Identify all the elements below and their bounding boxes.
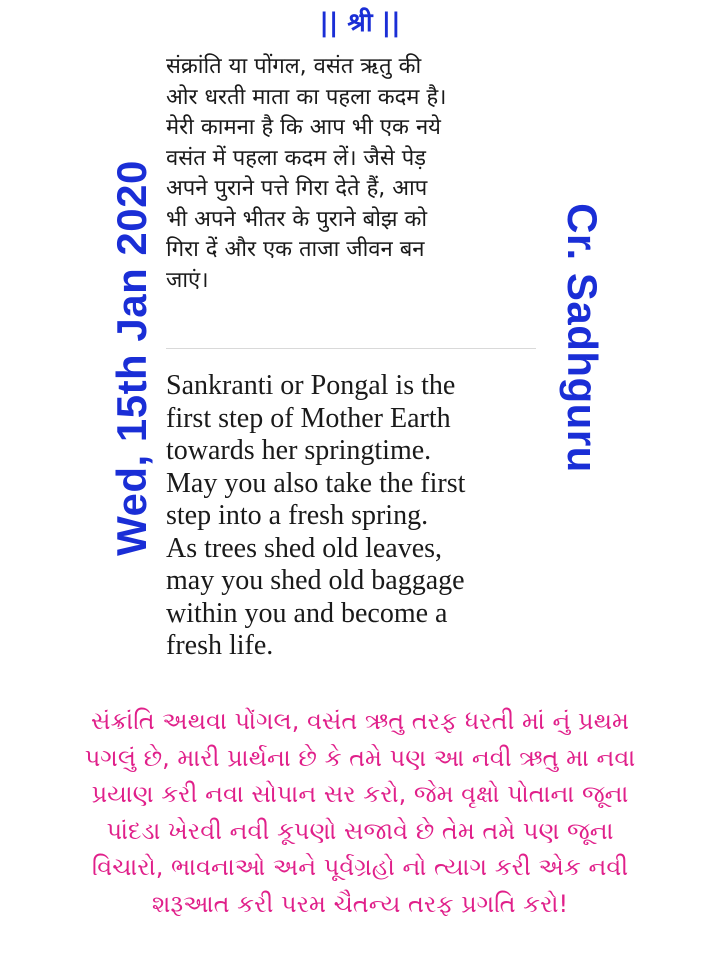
hindi-line: जाएं। — [166, 267, 209, 293]
credit-vertical-label: Cr. Sadhguru — [559, 203, 606, 473]
english-line: fresh life. — [166, 630, 274, 661]
english-line: first step of Mother Earth — [166, 402, 451, 434]
english-line: May you also take the first — [166, 467, 466, 499]
english-line: As trees shed old leaves, — [166, 532, 443, 564]
hindi-line: मेरी कामना है कि आप भी एक नये — [166, 115, 441, 140]
english-quote — [166, 370, 546, 663]
hindi-line: गिरा दें और एक ताजा जीवन बन — [166, 237, 425, 262]
hindi-line: संक्रांति या पोंगल, वसंत ऋतु की — [166, 54, 422, 79]
gujarati-line: વિચારો, ભાવનાઓ અને પૂર્વગ્રહો નો ત્યાગ કરી એક નવી — [91, 853, 629, 881]
hindi-line: भी अपने भीतर के पुराने बोझ को — [166, 206, 428, 232]
english-line: towards her springtime. — [166, 435, 432, 466]
hindi-quote — [166, 52, 546, 296]
gujarati-line: પાંદડા ખેરવી નવી કૂપણો સજાવે છે તેમ તમે પણ જૂના — [106, 816, 614, 845]
english-line: step into a fresh spring. — [166, 500, 429, 531]
english-line: Sankranti or Pongal is the — [166, 370, 456, 401]
gujarati-quote — [20, 703, 700, 922]
gujarati-line: સંક્રાંતિ અથવા પોંગલ, વસંત ઋતુ તરફ ધરતી માં નું પ્રથમ — [91, 707, 629, 735]
shri-header: || श्री || — [319, 8, 401, 38]
hindi-line: वसंत में पहला कदम लें। जैसे पेड़ — [166, 145, 427, 171]
date-vertical-label: Wed, 15th Jan 2020 — [108, 160, 155, 556]
hindi-line: ओर धरती माता का पहला कदम है। — [166, 84, 447, 110]
gujarati-line: શરૂઆત કરી પરમ ચૈતન્ય તરફ પ્રગતિ કરો! — [151, 889, 569, 918]
hindi-line: अपने पुराने पत्ते गिरा देते हैं, आप — [166, 176, 428, 201]
english-line: within you and become a — [166, 597, 448, 629]
english-line: may you shed old baggage — [166, 565, 465, 596]
section-divider — [166, 348, 536, 349]
gujarati-line: પગલું છે, મારી પ્રાર્થના છે કે તમે પણ આ નવી ઋતુ મા નવા — [84, 743, 636, 772]
gujarati-line: પ્રયાણ કરી નવા સોપાન સર કરો, જેમ વૃક્ષો પોતાના જૂના — [91, 780, 629, 808]
